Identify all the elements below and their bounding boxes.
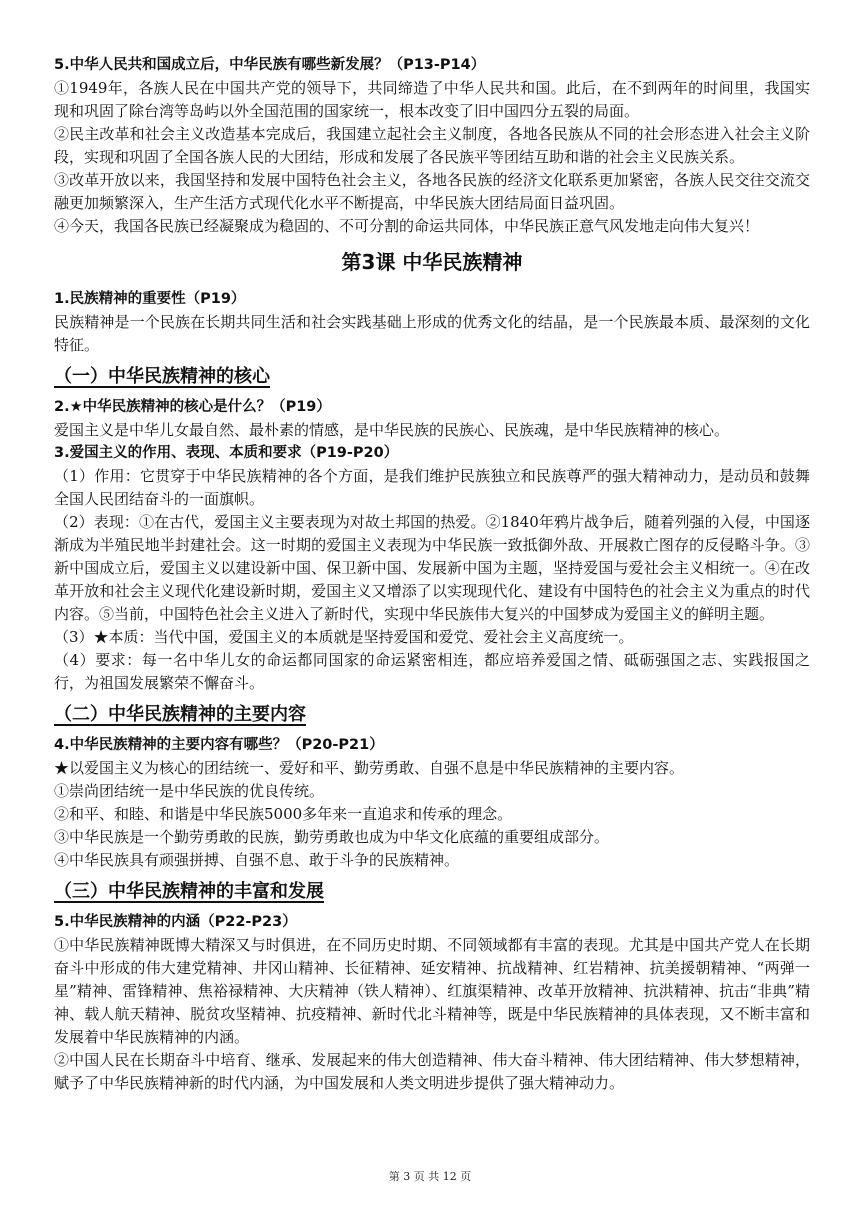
question-title: 1.民族精神的重要性（P19） (54, 291, 246, 307)
lesson-title: 第3课 中华民族精神 (341, 250, 523, 274)
paragraph: ①崇尚团结统一是中华民族的优良传统。 (54, 782, 325, 800)
section-heading: （二）中华民族精神的主要内容 (54, 704, 306, 725)
document-page (54, 54, 810, 1095)
question-title: 2.★中华民族精神的核心是什么？（P19） (54, 399, 331, 415)
section-heading: （三）中华民族精神的丰富和发展 (54, 881, 324, 902)
question-title: 5.中华人民共和国成立后，中华民族有哪些新发展？（P13-P14） (54, 57, 486, 73)
paragraph: ②民主改革和社会主义改造基本完成后，我国建立起社会主义制度，各地各民族从不同的社会形态进入社会主义阶段，实现和巩固了全国各族人民的大团结，形成和发展了各民族平等团结互助和谐的社会主义民族关系。 (54, 125, 810, 166)
question-title: 4.中华民族精神的主要内容有哪些？（P20-P21） (54, 737, 384, 753)
paragraph: （1）作用：它贯穿于中华民族精神的各个方面，是我们维护民族独立和民族尊严的强大精神动力，是动员和鼓舞全国人民团结奋斗的一面旗帜。 (54, 467, 810, 508)
paragraph: ②中国人民在长期奋斗中培育、继承、发展起来的伟大创造精神、伟大奋斗精神、伟大团结精神、伟大梦想精神，赋予了中华民族精神新的时代内涵，为中国发展和人类文明进步提供了强大精神动力。 (54, 1051, 810, 1092)
paragraph: 民族精神是一个民族在长期共同生活和社会实践基础上形成的优秀文化的结晶，是一个民族最本质、最深刻的文化特征。 (54, 313, 810, 354)
section-heading: （一）中华民族精神的核心 (54, 366, 270, 387)
paragraph: （2）表现：①在古代，爱国主义主要表现为对故土邦国的热爱。②1840年鸦片战争后，随着列强的入侵，中国逐渐成为半殖民地半封建社会。这一时期的爱国主义表现为中华民族一致抵御外敌、开展救亡图存的反侵略斗争。③新中国成立后，爱国主义以建设新中国、保卫新中国、发展新中国为主题，坚持爱国与爱社会主义相统一。④在改革开放和社会主义现代化建设新时期，爱国主义又增添了以实现现代化、建设有中国特色的社会主义为重点的时代内容。⑤当前，中国特色社会主义进入了新时代，实现中华民族伟大复兴的中国梦成为爱国主义的鲜明主题。 (54, 513, 810, 623)
page-footer: 第 3 页 共 12 页 (388, 1170, 472, 1183)
paragraph: ④今天，我国各民族已经凝聚成为稳固的、不可分割的命运共同体，中华民族正意气风发地走向伟大复兴！ (54, 217, 760, 235)
paragraph: ①1949年，各族人民在中国共产党的领导下，共同缔造了中华人民共和国。此后，在不到两年的时间里，我国实现和巩固了除台湾等岛屿以外全国范围的国家统一，根本改变了旧中国四分五裂的局面。 (54, 79, 810, 120)
question-title: 5.中华民族精神的内涵（P22-P23） (54, 914, 297, 930)
paragraph: ③改革开放以来，我国坚持和发展中国特色社会主义，各地各民族的经济文化联系更加紧密，各族人民交往交流交融更加频繁深入，生产生活方式现代化水平不断提高，中华民族大团结局面日益巩固。 (54, 171, 810, 212)
paragraph: ①中华民族精神既博大精深又与时俱进，在不同历史时期、不同领域都有丰富的表现。尤其是中国共产党人在长期奋斗中形成的伟大建党精神、井冈山精神、长征精神、延安精神、抗战精神、红岩精神、抗美援朝精神、“两弹一星”精神、雷锋精神、焦裕禄精神、大庆精神（铁人精神）、红旗渠精神、改革开放精神、抗洪精神、抗击“非典”精神、载人航天精神、脱贫攻坚精神、抗疫精神、新时代北斗精神等，既是中华民族精神的具体表现，又不断丰富和发展着中华民族精神的内涵。 (54, 936, 810, 1046)
paragraph: （3）★本质：当代中国，爱国主义的本质就是坚持爱国和爱党、爱社会主义高度统一。 (54, 628, 634, 646)
paragraph: ③中华民族是一个勤劳勇敢的民族，勤劳勇敢也成为中华文化底蕴的重要组成部分。 (54, 828, 610, 846)
paragraph: ④中华民族具有顽强拼搏、自强不息、敢于斗争的民族精神。 (54, 851, 460, 869)
question-title: 3.爱国主义的作用、表现、本质和要求（P19-P20） (54, 445, 399, 461)
paragraph: 爱国主义是中华儿女最自然、最朴素的情感，是中华民族的民族心、民族魂，是中华民族精神的核心。 (54, 421, 730, 439)
paragraph: ★以爱国主义为核心的团结统一、爱好和平、勤劳勇敢、自强不息是中华民族精神的主要内容。 (54, 759, 685, 777)
paragraph: ②和平、和睦、和谐是中华民族5000多年来一直追求和传承的理念。 (54, 805, 513, 823)
paragraph: （4）要求：每一名中华儿女的命运都同国家的命运紧密相连，都应培养爱国之情、砥砺强国之志、实践报国之行，为祖国发展繁荣不懈奋斗。 (54, 651, 810, 692)
